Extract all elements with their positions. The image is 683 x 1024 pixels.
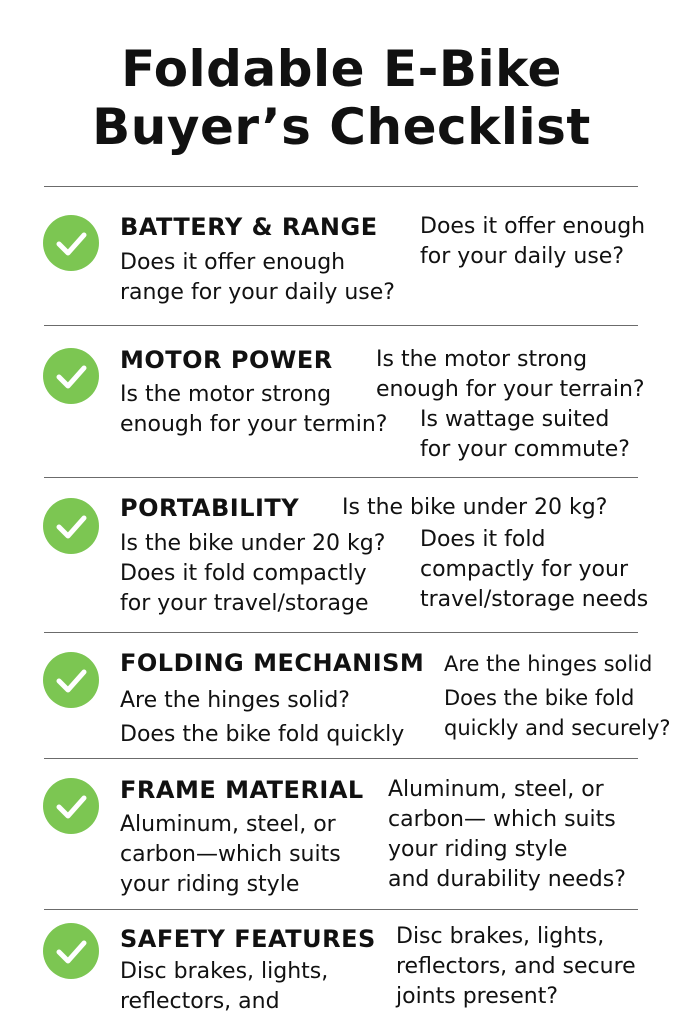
section-left-text: Is the motor strong enough for your termin? — [120, 382, 388, 437]
section-heading-battery: BATTERY & RANGE — [120, 213, 378, 241]
divider — [44, 186, 638, 187]
section-right-text: Does it offer enough for your daily use? — [420, 214, 646, 269]
divider — [44, 477, 638, 478]
section-heading-safety: SAFETY FEATURES — [120, 925, 376, 953]
title-line-2: Buyer’s Checklist — [92, 98, 591, 156]
section-left-text: Is the bike under 20 kg? Does it fold compactly for your travel/storage — [120, 531, 386, 616]
section-right-text-extra: Does it fold compactly for your travel/storage needs — [420, 527, 649, 612]
title-line-1: Foldable E-Bike — [121, 40, 562, 98]
section-right-text-extra: Does the bike fold quickly and securely? — [444, 686, 671, 740]
section-right-text: Are the hinges solid — [444, 652, 653, 676]
check-icon — [43, 498, 99, 554]
section-heading-frame: FRAME MATERIAL — [120, 776, 364, 804]
section-right-text: Disc brakes, lights, reflectors, and secure joints present? — [396, 924, 636, 1009]
divider — [44, 632, 638, 633]
divider — [44, 909, 638, 910]
page-title — [0, 40, 683, 156]
section-right-text-extra: Is wattage suited for your commute? — [420, 407, 630, 462]
section-right-text: Is the bike under 20 kg? — [342, 495, 608, 520]
check-icon — [43, 778, 99, 834]
section-left-text: Are the hinges solid? Does the bike fold quickly — [120, 688, 405, 747]
section-heading-folding: FOLDING MECHANISM — [120, 649, 425, 677]
check-icon — [43, 652, 99, 708]
section-right-text: Aluminum, steel, or carbon— which suits your riding style and durability needs? — [388, 777, 626, 892]
section-heading-portability: PORTABILITY — [120, 494, 300, 522]
section-left-text: Does it offer enough range for your daily use? — [120, 250, 395, 305]
section-left-text: Disc brakes, lights, reflectors, and — [120, 959, 329, 1014]
section-right-text: Is the motor strong enough for your terrain? — [376, 347, 645, 402]
check-icon — [43, 923, 99, 979]
section-heading-motor: MOTOR POWER — [120, 346, 333, 374]
divider — [44, 758, 638, 759]
section-left-text: Aluminum, steel, or carbon—which suits your riding style — [120, 812, 341, 897]
check-icon — [43, 215, 99, 271]
divider — [44, 325, 638, 326]
check-icon — [43, 348, 99, 404]
